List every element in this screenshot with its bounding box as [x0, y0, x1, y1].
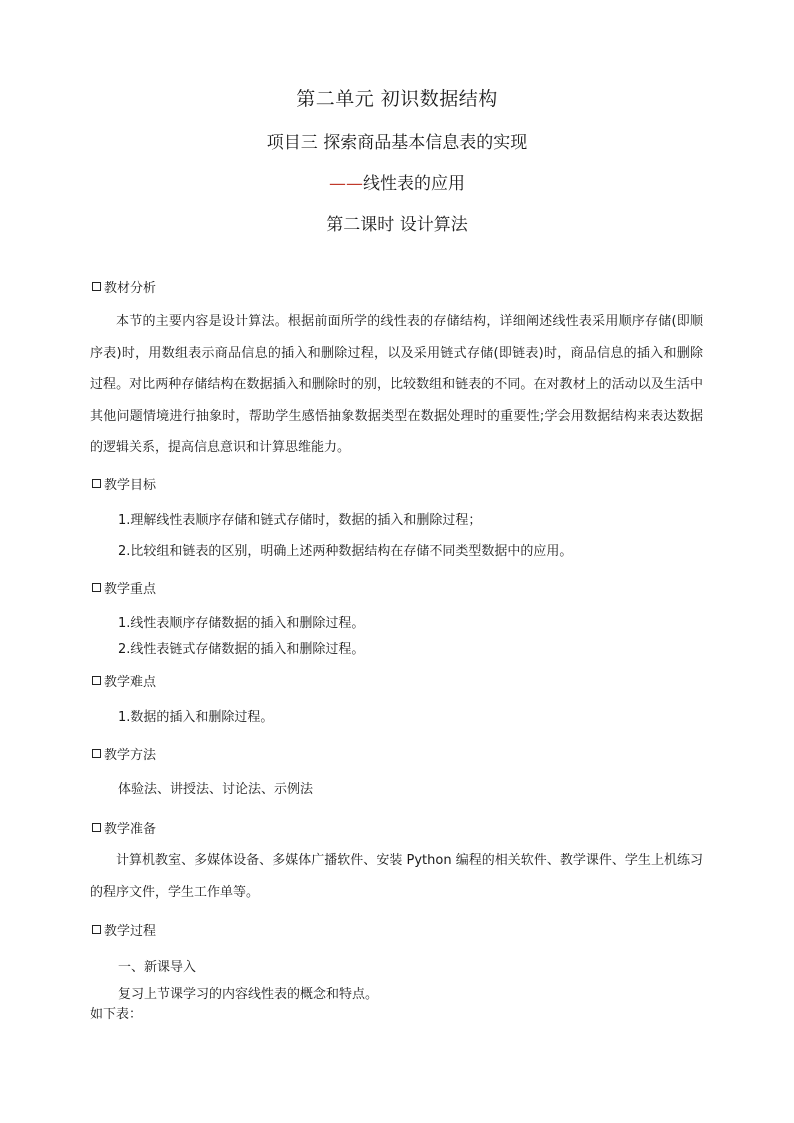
checkbox-bullet-icon: [92, 925, 101, 934]
section-heading-label: 教学准备: [104, 822, 157, 837]
checkbox-bullet-icon: [92, 749, 101, 758]
subtitle: [0, 169, 794, 194]
process-review-text: 复习上节课学习的内容线性表的概念和特点。: [118, 987, 379, 1002]
key-point-item-1: 1.线性表顺序存储数据的插入和删除过程。: [118, 616, 365, 631]
section-heading-preparation: [92, 818, 156, 837]
section-heading-analysis: [92, 277, 156, 296]
subtitle-dash: ——: [329, 174, 363, 194]
section-heading-label: 教学方法: [104, 748, 157, 763]
section-heading-difficulties: [92, 671, 156, 690]
difficulty-item-1: 1.数据的插入和删除过程。: [118, 710, 274, 725]
lesson-title: 第二课时 设计算法: [326, 215, 468, 235]
section-heading-methods: [92, 744, 156, 763]
checkbox-bullet-icon: [92, 583, 101, 592]
unit-title: 第二单元 初识数据结构: [296, 88, 498, 110]
checkbox-bullet-icon: [92, 676, 101, 685]
key-point-item-2: 2.线性表链式存储数据的插入和删除过程。: [118, 642, 365, 657]
project-title: 项目三 探索商品基本信息表的实现: [266, 133, 528, 153]
section-heading-label: 教学难点: [104, 675, 157, 690]
methods-text: 体验法、讲授法、讨论法、示例法: [118, 782, 314, 797]
process-step-1: 一、新课导入: [118, 960, 197, 975]
goal-item-2: 2.比较组和链表的区别，明确上述两种数据结构在存储不同类型数据中的应用。: [118, 544, 573, 559]
section-heading-label: 教学过程: [104, 924, 157, 939]
checkbox-bullet-icon: [92, 479, 101, 488]
section-heading-label: 教材分析: [104, 281, 157, 296]
section-heading-label: 教学目标: [104, 478, 157, 493]
preparation-paragraph: 计算机教室、多媒体设备、多媒体广播软件、安装 Python 编程的相关软件、教学课件、学生上机练习的程序文件，学生工作单等。: [90, 853, 703, 900]
checkbox-bullet-icon: [92, 282, 101, 291]
table-intro-text: 如下表：: [90, 1007, 143, 1022]
analysis-paragraph: 本节的主要内容是设计算法。根据前面所学的线性表的存储结构，详细阐述线性表采用顺序存储(即顺序表)时，用数组表示商品信息的插入和删除过程，以及采用链式存储(即链表)时，商品信息的插入和删除过程。对比两种存储结构在数据插入和删除时的别，比较数组和链表的不同。在对教材上的活动以及生活中其他问题情境进行抽象时，帮助学生感悟抽象数据类型在数据处理时的重要性;学会用数据结构来表达数据的逻辑关系，提高信息意识和计算思维能力。: [90, 314, 703, 455]
checkbox-bullet-icon: [92, 823, 101, 832]
section-heading-process: [92, 920, 156, 939]
section-heading-key-points: [92, 578, 156, 597]
section-heading-goals: [92, 474, 156, 493]
goal-item-1: 1.理解线性表顺序存储和链式存储时，数据的插入和删除过程；: [118, 513, 482, 528]
section-heading-label: 教学重点: [104, 582, 157, 597]
subtitle-text: 线性表的应用: [363, 174, 465, 194]
